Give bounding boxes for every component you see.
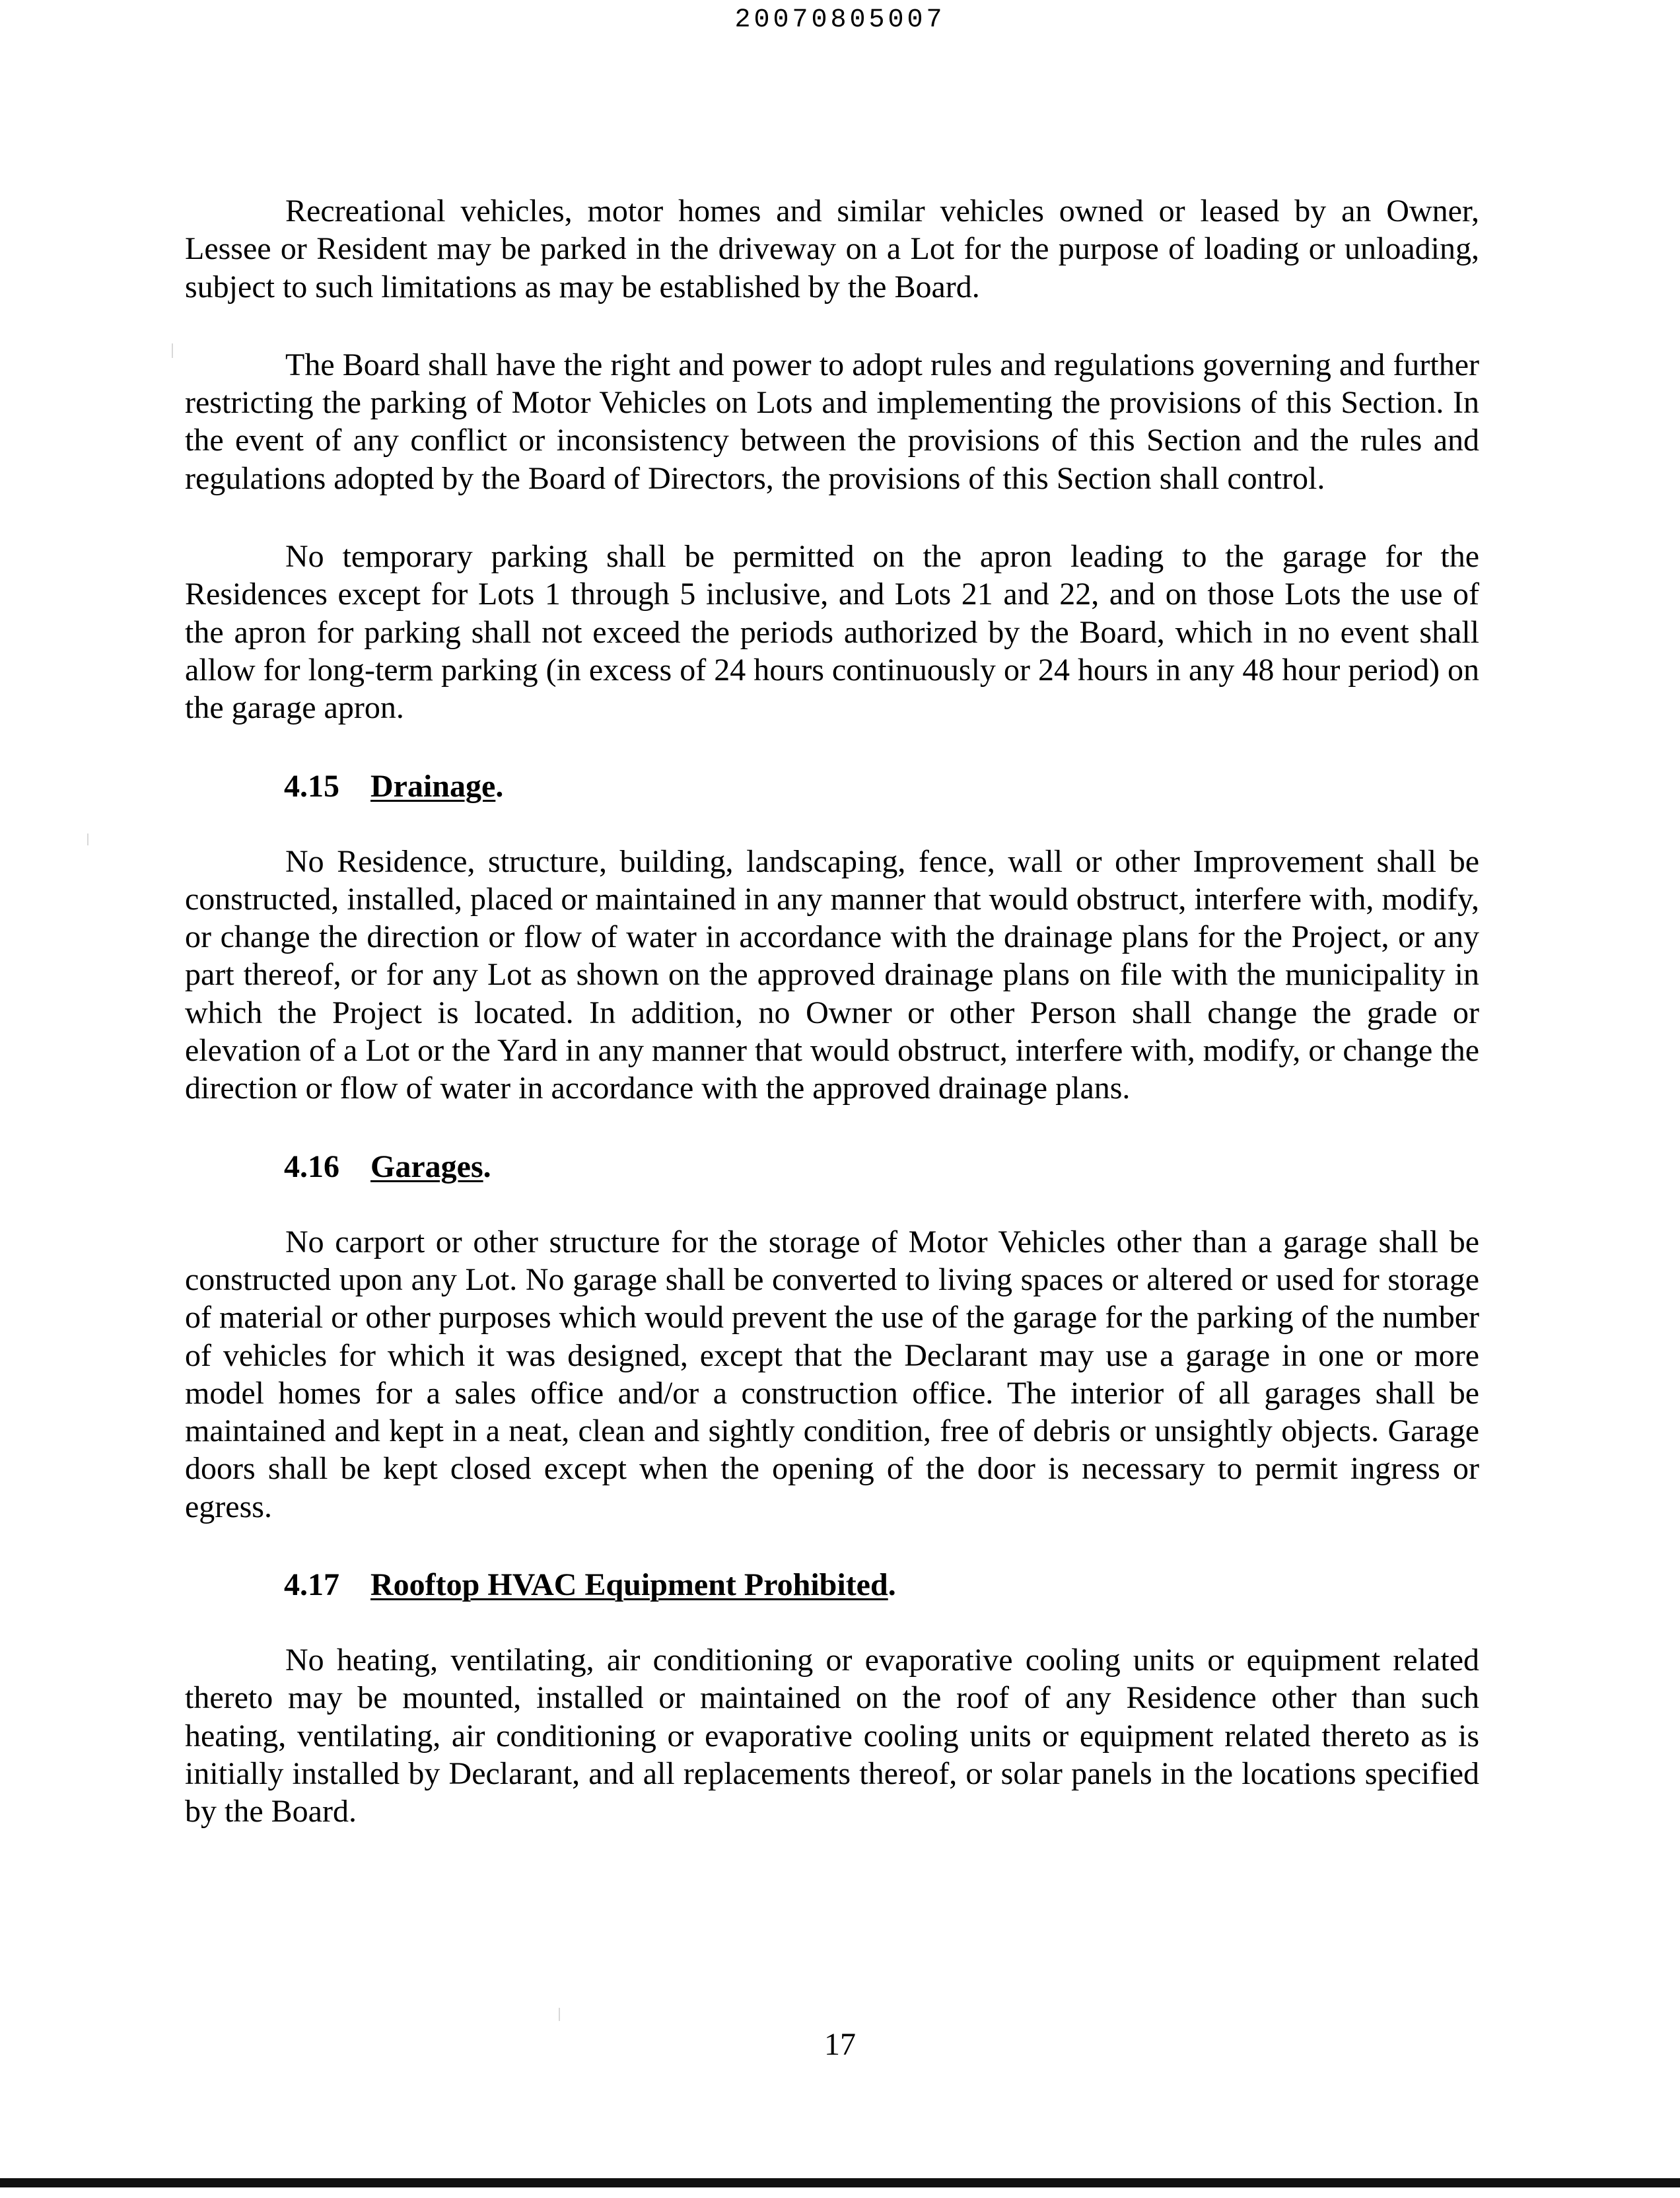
section-heading-4-15 (185, 767, 1479, 805)
paragraph-rooftop-hvac: No heating, ventilating, air conditioning or evaporative cooling units or equipment related thereto may be mounted, installed or maintained on the roof of any Residence other than such heating, ventilating, air conditioning or evaporative cooling units or equipment related thereto as is initially installed by Declarant, and all replacements thereof, or solar panels in the locations specified by the Board. (185, 1643, 1479, 1829)
paragraph-garages: No carport or other structure for the storage of Motor Vehicles other than a garage shall be constructed upon any Lot. No garage shall be converted to living spaces or altered or used for storage of material or other purposes which would prevent the use of the garage for the parking of the number of vehicles for which it was designed, except that the Declarant may use a garage in one or more model homes for a sales office and/or a construction office. The interior of all garages shall be maintained and kept in a neat, clean and sightly condition, free of debris or unsightly objects. Garage doors shall be kept closed except when the opening of the door is necessary to permit ingress or egress. (185, 1224, 1479, 1524)
document-body (185, 192, 1479, 1871)
section-title: Garages (370, 1149, 483, 1184)
section-number: 4.16 (284, 1149, 339, 1184)
page-number: 17 (824, 2027, 856, 2062)
section-title: Drainage (370, 768, 496, 804)
scan-speck (172, 343, 173, 358)
section-number: 4.17 (284, 1567, 339, 1603)
heading-period: . (483, 1149, 491, 1184)
paragraph-apron-parking: No temporary parking shall be permitted on the apron leading to the garage for the Residences except for Lots 1 through 5 inclusive, and Lots 21 and 22, and on those Lots the use of the apron for parking shall not exceed the periods authorized by the Board, which in no event shall allow for long-term parking (in excess of 24 hours continuously or 24 hours in any 48 hour period) on the garage apron. (185, 539, 1479, 726)
paragraph-rv-parking: Recreational vehicles, motor homes and similar vehicles owned or leased by an Owner, Lessee or Resident may be parked in the driveway on a Lot for the purpose of loading or unloading, subject to such limitations as may be established by the Board. (185, 194, 1479, 304)
section-heading-4-16 (185, 1148, 1479, 1186)
scan-speck (87, 833, 88, 845)
recording-number: 20070805007 (734, 5, 946, 35)
section-heading-4-17 (185, 1566, 1479, 1604)
heading-period: . (888, 1567, 896, 1603)
section-title: Rooftop HVAC Equipment Prohibited (370, 1567, 888, 1603)
scan-speck (559, 2008, 560, 2021)
paragraph-drainage: No Residence, structure, building, landscaping, fence, wall or other Improvement shall be constructed, installed, placed or maintained in any manner that would obstruct, interfere with, modify, or change the direction or flow of water in accordance with the drainage plans for the Project, or any part thereof, or for any Lot as shown on the approved drainage plans on file with the municipality in which the Project is located. In addition, no Owner or other Person shall change the grade or elevation of a Lot or the Yard in any manner that would obstruct, interfere with, modify, or change the direction or flow of water in accordance with the approved drainage plans. (185, 843, 1479, 1106)
heading-period: . (495, 768, 504, 804)
section-number: 4.15 (284, 768, 339, 804)
paragraph-board-rules: The Board shall have the right and power to adopt rules and regulations governing and further restricting the parking of Motor Vehicles on Lots and implementing the provisions of this Section. In the event of any conflict or inconsistency between the provisions of this Section and the rules and regulations adopted by the Board of Directors, the provisions of this Section shall control. (185, 347, 1479, 496)
scan-bottom-border (0, 2178, 1680, 2187)
